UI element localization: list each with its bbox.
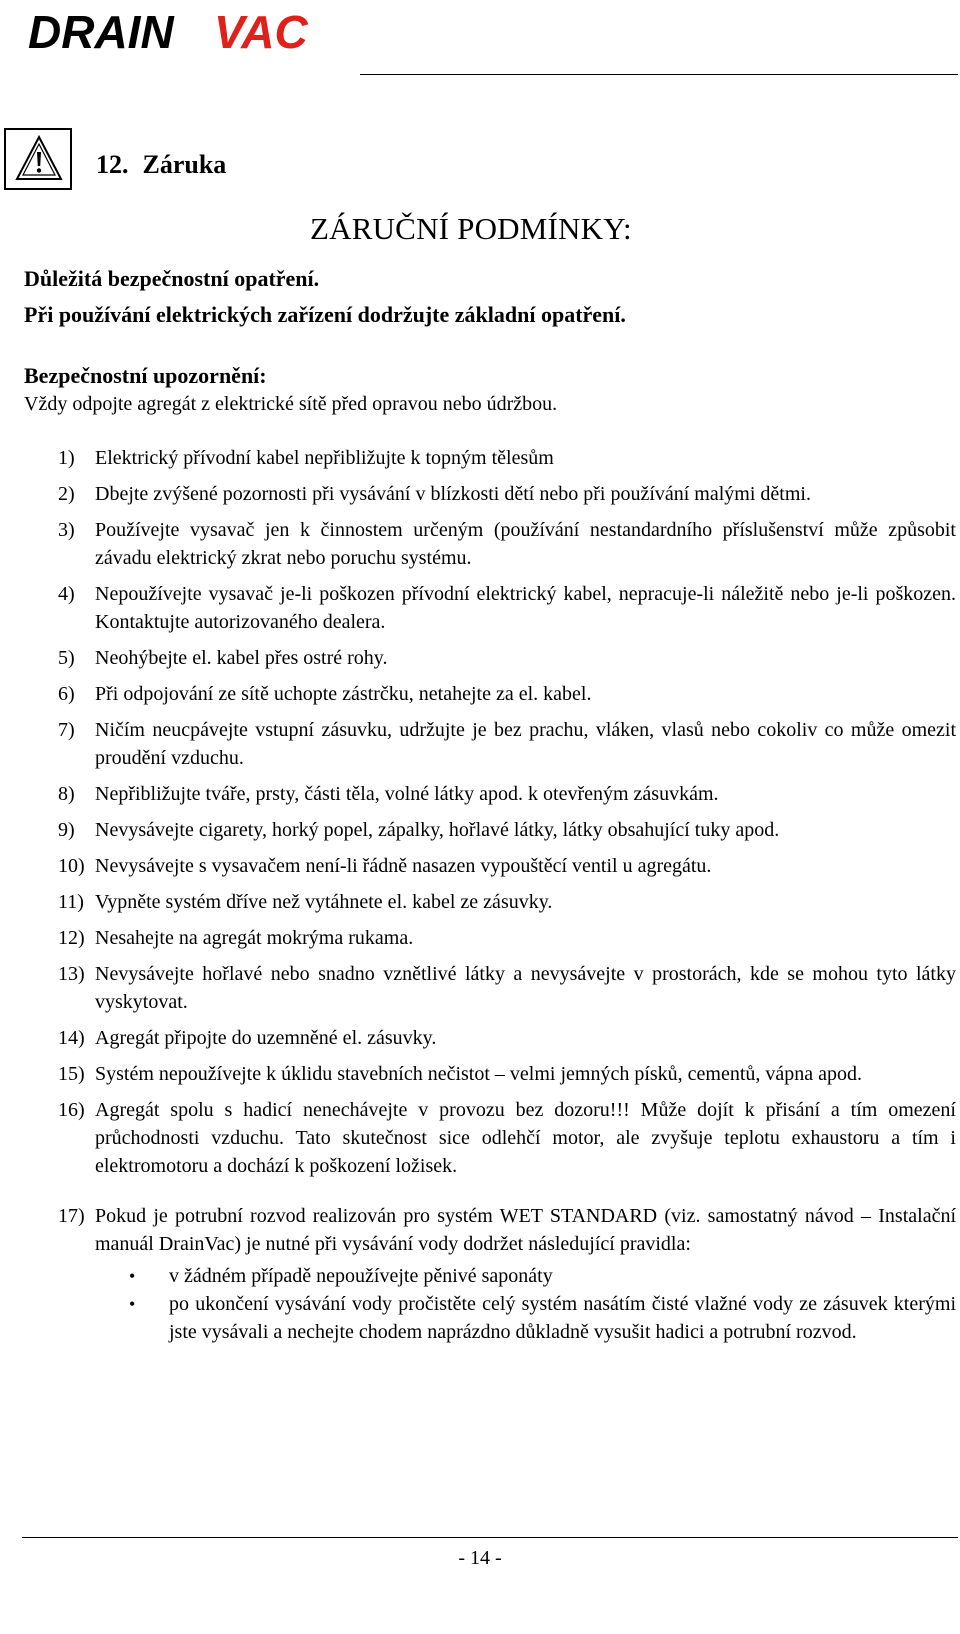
item-number: 4): [58, 583, 75, 605]
item-number: 11): [58, 891, 84, 913]
list-item: [58, 780, 956, 808]
bullet-list: [95, 1262, 956, 1346]
item-text: Dbejte zvýšené pozornosti při vysávání v blízkosti dětí nebo při používání malými dětmi.: [95, 483, 811, 505]
item-text: Nevysávejte s vysavačem není-li řádně nasazen vypouštěcí ventil u agregátu.: [95, 855, 712, 877]
warning-box: [4, 128, 72, 190]
section-number: 12.: [96, 150, 129, 179]
item-number: 10): [58, 855, 85, 877]
list-item: [58, 680, 956, 708]
warning-icon: [14, 134, 64, 184]
item-text: Nevysávejte hořlavé nebo snadno vznětlivé látky a nevysávejte v prostorách, kde se mohou tyto látky vyskytovat.: [95, 963, 956, 1013]
list-item: [58, 1202, 956, 1346]
bullet-text: v žádném případě nepoužívejte pěnivé saponáty: [169, 1265, 553, 1287]
item-text: [95, 1202, 956, 1346]
list-item: [58, 516, 956, 572]
section-heading: [96, 150, 226, 180]
section-title-text: Záruka: [142, 150, 227, 179]
item-number: 17): [58, 1205, 85, 1227]
item-text: Používejte vysavač jen k činnostem určeným (používání nestandardního příslušenství může způsobit závadu elektrický zkrat nebo poruchu systému.: [95, 519, 956, 569]
list-item: [58, 816, 956, 844]
list-item: [58, 716, 956, 772]
item-number: 7): [58, 719, 75, 741]
header-divider: [360, 74, 958, 75]
item-number: 14): [58, 1027, 85, 1049]
list-item: [58, 1024, 956, 1052]
intro-line-1: Důležitá bezpečnostní opatření.: [24, 266, 320, 291]
item-text: Nepoužívejte vysavač je-li poškozen přívodní elektrický kabel, nepracuje-li náležitě nebo je-li poškozen. Kontaktujte autorizovaného dealera.: [95, 583, 956, 633]
item-number: 13): [58, 963, 85, 985]
bullet-item: [95, 1290, 956, 1346]
item-text: Agregát připojte do uzemněné el. zásuvky.: [95, 1027, 437, 1049]
item-number: 9): [58, 819, 75, 841]
item-text: Vypněte systém dříve než vytáhnete el. kabel ze zásuvky.: [95, 891, 553, 913]
bullet-text: po ukončení vysávání vody pročistěte celý systém nasátím čisté vlažné vody ze zásuvek kterými jste vysávali a nechejte chodem naprázdno důkladně vysušit hadici a potrubní rozvod.: [169, 1293, 956, 1343]
drainvac-logo: [28, 8, 358, 54]
list-item: [58, 852, 956, 880]
item-text: Agregát spolu s hadicí nenechávejte v provozu bez dozoru!!! Může dojít k přisání a tím omezení průchodnosti vzduchu. Tato skutečnost sice odlehčí motor, ale zvyšuje teplotu exhaustoru a tím i elektromotoru a dochází k poškození ložisek.: [95, 1099, 956, 1177]
item-number: 16): [58, 1099, 85, 1121]
item-number: 8): [58, 783, 75, 805]
page-number: - 14 -: [458, 1547, 502, 1569]
item-number: 15): [58, 1063, 85, 1085]
item-text: Nepřibližujte tváře, prsty, části těla, volné látky apod. k otevřeným zásuvkám.: [95, 783, 719, 805]
list-item: [58, 1096, 956, 1180]
item-number: 1): [58, 447, 75, 469]
list-item: [58, 580, 956, 636]
item-text: Nesahejte na agregát mokrýma rukama.: [95, 927, 414, 949]
item-text: Systém nepoužívejte k úklidu stavebních nečistot – velmi jemných písků, cementů, vápna apod.: [95, 1063, 863, 1085]
page-header: [0, 0, 960, 76]
item-number: 5): [58, 647, 75, 669]
bullet-mark: •: [129, 1266, 136, 1286]
list-item: [58, 960, 956, 1016]
safety-rules-list: [58, 444, 956, 1354]
item-text: Neohýbejte el. kabel přes ostré rohy.: [95, 647, 388, 669]
item-number: 3): [58, 519, 75, 541]
item-text: Při odpojování ze sítě uchopte zástrčku, netahejte za el. kabel.: [95, 683, 592, 705]
list-item: [58, 1060, 956, 1088]
item-text-body: Pokud je potrubní rozvod realizován pro systém WET STANDARD (viz. samostatný návod – Instalační manuál DrainVac) je nutné při vysávání vody dodržet následující pravidla:: [95, 1205, 956, 1255]
list-item: [58, 444, 956, 472]
item-text: Elektrický přívodní kabel nepřibližujte k topným tělesům: [95, 447, 554, 469]
list-item: [58, 480, 956, 508]
safety-heading: Bezpečnostní upozornění:: [24, 363, 267, 388]
item-text: Ničím neucpávejte vstupní zásuvku, udržujte je bez prachu, vláken, vlasů nebo cokoliv co může omezit proudění vzduchu.: [95, 719, 956, 769]
footer-divider: [22, 1537, 958, 1538]
list-item: [58, 644, 956, 672]
page-title: ZÁRUČNÍ PODMÍNKY:: [310, 211, 632, 246]
bullet-mark: •: [129, 1294, 136, 1314]
logo-text-drain: DRAIN: [28, 8, 174, 54]
item-number: 12): [58, 927, 85, 949]
logo-text-vac: VAC: [214, 8, 308, 54]
safety-text: Vždy odpojte agregát z elektrické sítě před opravou nebo údržbou.: [24, 393, 558, 415]
item-text: Nevysávejte cigarety, horký popel, zápalky, hořlavé látky, látky obsahující tuky apod.: [95, 819, 780, 841]
list-item: [58, 924, 956, 952]
bullet-item: [95, 1262, 956, 1290]
item-number: 2): [58, 483, 75, 505]
list-item: [58, 888, 956, 916]
item-number: 6): [58, 683, 75, 705]
intro-line-2: Při používání elektrických zařízení dodržujte základní opatření.: [24, 302, 626, 327]
